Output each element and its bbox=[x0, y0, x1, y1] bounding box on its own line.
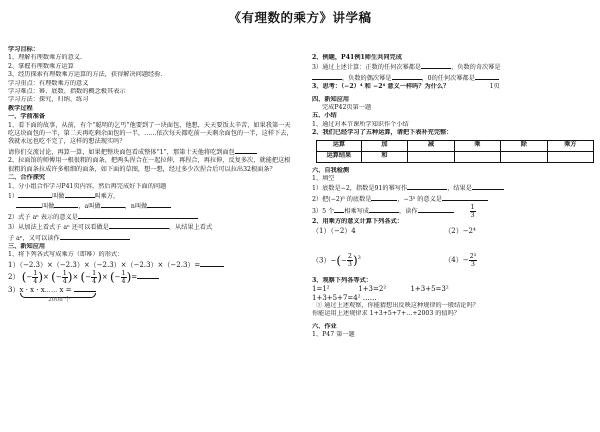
fill-3 bbox=[312, 204, 594, 218]
section-3-heading: 三、新知应用 bbox=[8, 242, 46, 250]
answer-blank[interactable] bbox=[60, 233, 130, 240]
equation: 1+3+5=3² bbox=[410, 285, 449, 294]
answer-blank[interactable] bbox=[54, 201, 78, 208]
question-1-followup-text: 请你们交流讨论，再算一算，如果把整块面包看成整体“1”，那第十天他将吃到面包 bbox=[8, 148, 235, 156]
question-3-text: 3、思考：（−2）⁴ 和 −2⁴ 意义一样吗？为什么？ bbox=[312, 83, 450, 91]
factor-count: 2008 个 bbox=[48, 297, 71, 304]
conclusion-text: ，0的任何次幂都是 bbox=[421, 74, 475, 82]
answer-blank[interactable] bbox=[235, 147, 257, 154]
fraction-denominator: 4 bbox=[92, 276, 97, 285]
item-text: 叫乘方， bbox=[94, 192, 120, 200]
section-homework-heading: 六、作业 bbox=[312, 322, 337, 330]
equation: 1=1² bbox=[312, 285, 330, 294]
fraction-denominator: 4 bbox=[33, 276, 38, 285]
question-2-label: 2、 bbox=[8, 157, 19, 165]
compute-row-1 bbox=[312, 227, 594, 249]
table-row bbox=[317, 151, 594, 162]
fill-text: ，结果是 bbox=[447, 185, 472, 193]
answer-blank[interactable] bbox=[78, 212, 198, 219]
exercise-3-expression: 3）x · x · x⋯⋯ x = bbox=[8, 286, 74, 295]
question-2-text: 拉面馆的师傅用一根很粗的面条，把两头捏合在一起拉伸，再捏合，再拉伸，反复多次，就能把这根很粗的面条拉成许多根细的面条，如下面的草图，想一想，经过多少次捏合后可以拉出32根面条？ bbox=[8, 157, 291, 173]
section-2-item-3 bbox=[8, 222, 296, 232]
table-cell: 运算 bbox=[317, 140, 362, 151]
section-3-intro: 1、将下列各式写成乘方（即幂）的形式： bbox=[8, 251, 124, 259]
item-text: 2）式子 aⁿ 表示的意义是 bbox=[8, 213, 78, 221]
objective-2: 2、掌握有理数乘方运算 bbox=[8, 62, 74, 70]
exercise-2: 2） (− $\frac{1}{4}$ )× (− $\frac{1}{4}$ )× (− $\frac{1}{4}$ )× (− $\frac{1}{4}$ )= bbox=[8, 269, 296, 285]
answer-blank[interactable] bbox=[312, 73, 342, 80]
table-cell: 乘方 bbox=[547, 140, 593, 151]
item-text: ，a叫做 bbox=[78, 203, 101, 211]
item-text: 叫做 bbox=[42, 203, 55, 211]
observe-equations bbox=[312, 285, 594, 293]
answer-blank[interactable] bbox=[334, 206, 344, 213]
conclusion-text: ，负数的偶次幂是 bbox=[342, 74, 392, 82]
section-2-intro: 1、分小组合作学习P41页内容，然后再完成好下面的问题 bbox=[8, 182, 167, 190]
summary-2: 2、我们已经学习了五种运算，请把下表补充完整： bbox=[312, 129, 453, 137]
homework-item: 1、P47 第一题 bbox=[312, 331, 355, 339]
observe-question-1: ① 通过上述观察，你能猜想出反映这种规律的一般结论吗？ bbox=[316, 301, 479, 309]
table-cell-input[interactable] bbox=[408, 151, 454, 162]
conclusion-text: 3）通过上述计算：正数的任何次幂都是 bbox=[312, 64, 422, 72]
answer-blank[interactable] bbox=[16, 201, 42, 208]
fill-text: 3）5 个 bbox=[312, 208, 335, 216]
fraction-denominator: 3 bbox=[347, 259, 352, 268]
answer-blank[interactable] bbox=[371, 194, 397, 201]
answer-blank[interactable] bbox=[200, 260, 224, 267]
question-3 bbox=[312, 83, 594, 91]
compute-2: （2）−2⁴ bbox=[444, 226, 476, 235]
section-2-item-3b bbox=[8, 233, 296, 243]
table-cell-input[interactable] bbox=[454, 151, 500, 162]
fraction-numerator: 1 bbox=[33, 269, 38, 277]
section-2-item-1 bbox=[8, 191, 296, 201]
item-text: ，从结果上看式 bbox=[168, 224, 213, 232]
answer-blank[interactable] bbox=[101, 201, 125, 208]
question-1-story: 看下面的故事，从前，有个“聪明的乞丐”他要到了一块面包，他想，天天要饭太辛苦，如果我第一天吃这块面包的一半，第二天再吃剩余面包的一半，……依次每天都吃前一天剩余面包的一半，这样下去，我就永远也吃不完了，这样的想法现实吗？ bbox=[8, 121, 293, 146]
process-heading: 教学过程 bbox=[8, 104, 33, 112]
section-2-item-1b bbox=[8, 201, 296, 211]
answer-blank[interactable] bbox=[137, 272, 159, 279]
section-2-heading: 二、合作探究 bbox=[8, 174, 46, 182]
compute-3: （3）−(− $\frac{2}{3}$ )$^3$ bbox=[312, 251, 361, 268]
example-2-heading: 2、例题，P41例1师生共同完成 bbox=[312, 54, 402, 61]
answer-blank[interactable] bbox=[109, 222, 169, 229]
exercise-1 bbox=[8, 260, 296, 269]
fill-1 bbox=[312, 183, 594, 193]
answer-blank[interactable] bbox=[147, 201, 171, 208]
compute-3-label: （3） bbox=[312, 256, 331, 265]
section-6-heading: 六、自我检测 bbox=[312, 166, 350, 174]
fraction-denominator: 4 bbox=[62, 276, 67, 285]
fill-text: ，读作 bbox=[398, 208, 418, 216]
exercise-2-label: 2） bbox=[8, 273, 20, 282]
objective-1: 1、理解有理数乘方的意义. bbox=[8, 54, 82, 62]
question-1-label: 1、 bbox=[8, 121, 19, 129]
fill-heading: 1、填空 bbox=[312, 175, 335, 183]
question-2 bbox=[8, 157, 296, 174]
observe-heading: 3、观察下列各等式： bbox=[312, 276, 372, 284]
summary-1: 1、通过对本节课所学知识作个小结 bbox=[312, 120, 409, 128]
item-text: ，n叫做 bbox=[124, 203, 148, 211]
section-5-heading: 五、小结 bbox=[312, 112, 337, 120]
fraction-denominator: 3 bbox=[470, 259, 475, 268]
table-cell: 减 bbox=[408, 140, 454, 151]
answer-blank[interactable] bbox=[18, 191, 52, 198]
fraction-numerator: 1 bbox=[62, 269, 67, 277]
conclusion-text: ，负数的奇次幂是 bbox=[451, 64, 501, 72]
right-column bbox=[312, 54, 594, 340]
table-cell: 除 bbox=[501, 140, 547, 151]
fraction-numerator: 1 bbox=[470, 204, 475, 212]
compute-4-label: （4）− bbox=[444, 256, 469, 265]
fraction-numerator: 2³ bbox=[469, 251, 477, 260]
answer-blank[interactable] bbox=[472, 183, 504, 190]
section-4-heading: 四、新知应用 bbox=[312, 95, 350, 103]
fraction-denominator: 4 bbox=[121, 276, 126, 285]
section-1-heading: 一、学前准备 bbox=[8, 113, 46, 121]
fill-text: 相乘写成 bbox=[344, 208, 369, 216]
table-cell: 和 bbox=[361, 151, 407, 162]
fraction-denominator: 3 bbox=[470, 211, 475, 219]
item-text: 子 aⁿ，又可以读作 bbox=[8, 234, 60, 242]
question-1-followup bbox=[8, 147, 296, 157]
compute-1: （1）（−2）4 bbox=[312, 226, 356, 235]
method: 学习方法：探究，归纳、练习 bbox=[8, 96, 89, 104]
answer-blank[interactable] bbox=[418, 206, 454, 213]
objective-3: 3、经历探索有理数乘方运算的方法，获得解决问题经验. bbox=[8, 71, 163, 79]
example-2-conclusion-b bbox=[312, 73, 594, 83]
answer-blank[interactable] bbox=[475, 73, 499, 80]
fill-text: 1）底数是−2，指数是91的幂写作 bbox=[312, 185, 408, 193]
section-2-item-2 bbox=[8, 212, 296, 222]
item-label: 1） bbox=[8, 192, 19, 200]
fraction-numerator: 2 bbox=[347, 251, 352, 260]
table-row bbox=[317, 140, 594, 151]
item-text: 叫做 bbox=[52, 192, 65, 200]
fill-text: 2）把(−2)⁵ 的底数是 bbox=[312, 195, 372, 203]
example-2-conclusion bbox=[312, 62, 594, 72]
observe-equation-4: 1+3+5+7=4² …… bbox=[312, 293, 377, 302]
item-text: 3）从加法上看式子 aⁿ 还可以看做是 bbox=[8, 224, 109, 232]
table-cell: 乘 bbox=[454, 140, 500, 151]
difficulty: 学习难点：幂、底数、指数的概念极其表示 bbox=[8, 88, 126, 96]
answer-blank[interactable] bbox=[74, 285, 96, 292]
compute-heading: 2、用乘方的意义计算下列各式： bbox=[312, 218, 403, 226]
page-title: 《有理数的乘方》讲学稿 bbox=[228, 10, 372, 25]
fraction-numerator: 1 bbox=[92, 269, 97, 277]
objectives-heading: 学习目标： bbox=[8, 46, 39, 53]
compute-row-2 bbox=[312, 249, 594, 273]
question-1 bbox=[8, 122, 296, 147]
table-cell-input[interactable] bbox=[547, 151, 593, 162]
answer-blank[interactable] bbox=[407, 183, 447, 190]
observe-question-2: 你能运用上述规律求 1+3+5+7+…+2003 的值吗？ bbox=[312, 310, 460, 318]
equation: 1+3=2² bbox=[358, 285, 387, 294]
table-cell: 运算结果 bbox=[317, 151, 362, 162]
table-cell: 加 bbox=[361, 140, 407, 151]
fill-text: ，−3⁵ 的意义是 bbox=[397, 195, 442, 203]
table-cell-input[interactable] bbox=[501, 151, 547, 162]
key-point: 学习重点：有理数乘方的意义 bbox=[8, 79, 89, 87]
fill-2 bbox=[312, 194, 594, 204]
exercise-3 bbox=[8, 285, 296, 303]
answer-blank[interactable] bbox=[369, 206, 399, 213]
operations-table bbox=[316, 140, 594, 163]
left-column bbox=[8, 46, 296, 303]
fraction-numerator: 1 bbox=[121, 269, 126, 277]
exercise-1-expression: 1）（−2.3）×（−2.3）×（−2.3）×（−2.3）×（−2.3）= bbox=[8, 260, 201, 269]
section-4-item: 完成P42页第一题 bbox=[322, 104, 372, 112]
compute-4 bbox=[444, 251, 477, 268]
answer-blank[interactable] bbox=[392, 73, 422, 80]
answer-blank[interactable] bbox=[65, 191, 95, 198]
answer-blank[interactable] bbox=[442, 194, 488, 201]
answer-blank[interactable] bbox=[421, 62, 451, 69]
page-number: 1页 bbox=[489, 83, 500, 91]
